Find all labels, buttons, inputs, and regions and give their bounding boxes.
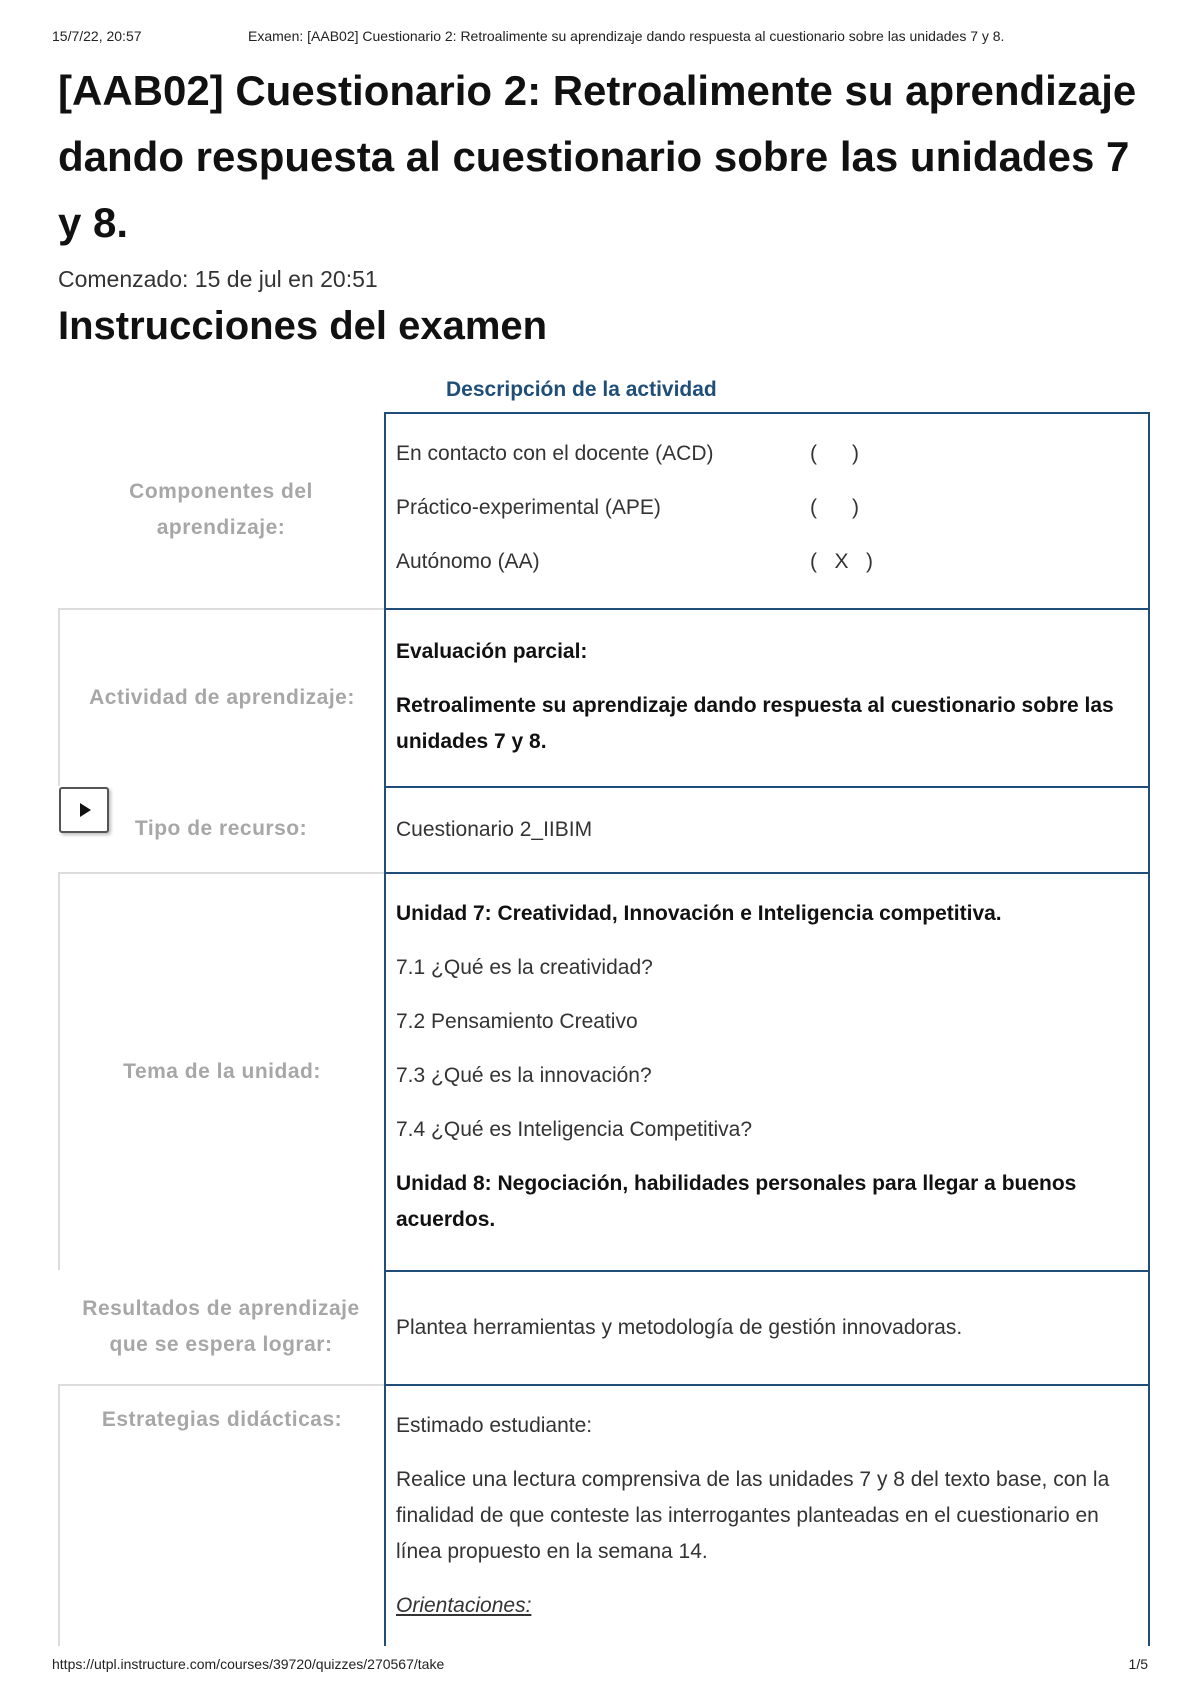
components-value: [384, 412, 1150, 608]
instructions-heading: Instrucciones del examen: [58, 304, 548, 348]
topic-value: [384, 872, 1150, 1270]
activity-value: [384, 608, 1150, 786]
print-header: [52, 28, 1140, 48]
activity-text: Retroalimente su aprendizaje dando respuesta al cuestionario sobre las unidades 7 y 8.: [396, 694, 1114, 753]
page-url: https://utpl.instructure.com/courses/39720/quizzes/270567/take: [52, 1656, 445, 1672]
print-doc-title: Examen: [AAB02] Cuestionario 2: Retroalimente su aprendizaje dando respuesta al cuestionario sobre las unidades 7 y 8.: [248, 28, 1005, 44]
row-components: [58, 412, 1150, 608]
quiz-title: [AAB02] Cuestionario 2: Retroalimente su aprendizaje dando respuesta al cuestionario sobre las unidades 7 y 8.: [58, 67, 1137, 246]
page-number: 1/5: [1128, 1656, 1148, 1672]
component-ape: [396, 490, 1138, 544]
component-label: En contacto con el docente (ACD): [396, 442, 714, 465]
components-label: Componentes del aprendizaje:: [129, 480, 313, 539]
strategies-greeting: Estimado estudiante:: [396, 1414, 593, 1437]
row-results: [58, 1270, 1150, 1384]
row-topic: [58, 872, 1150, 1270]
resource-label: Tipo de recurso:: [134, 817, 308, 840]
orientations-link: Orientaciones:: [396, 1594, 532, 1617]
resource-value: Cuestionario 2_IIBIM: [384, 786, 1150, 872]
activity-label: Actividad de aprendizaje:: [58, 608, 384, 786]
results-label: Resultados de aprendizaje que se espera lograr:: [82, 1297, 360, 1356]
print-date: 15/7/22, 20:57: [52, 28, 142, 44]
topic-item: 7.1 ¿Qué es la creatividad?: [396, 956, 653, 979]
component-label: Autónomo (AA): [396, 550, 540, 573]
component-mark: ( X ): [810, 550, 873, 573]
topic-label: Tema de la unidad:: [58, 872, 384, 1270]
topic-item: 7.2 Pensamiento Creativo: [396, 1010, 638, 1033]
activity-heading: Evaluación parcial:: [396, 640, 588, 663]
print-footer: [52, 1656, 1148, 1676]
table-caption: Descripción de la actividad: [446, 378, 717, 401]
strategies-value: [384, 1384, 1150, 1646]
component-aa: [396, 544, 1138, 598]
topic-item: 7.4 ¿Qué es Inteligencia Competitiva?: [396, 1118, 753, 1141]
quiz-started-time: Comenzado: 15 de jul en 20:51: [58, 266, 378, 292]
component-label: Práctico-experimental (APE): [396, 496, 661, 519]
play-button[interactable]: [59, 787, 109, 833]
component-acd: [396, 436, 1138, 490]
component-mark: ( ): [810, 442, 859, 465]
results-value: Plantea herramientas y metodología de gestión innovadoras.: [384, 1270, 1150, 1384]
topic-item: 7.3 ¿Qué es la innovación?: [396, 1064, 652, 1087]
strategies-text: Realice una lectura comprensiva de las unidades 7 y 8 del texto base, con la finalidad de que conteste las interrogantes planteadas en el cuestionario en línea propuesto en la semana 14.: [396, 1468, 1110, 1563]
component-mark: ( ): [810, 496, 859, 519]
unit7-heading: Unidad 7: Creatividad, Innovación e Inteligencia competitiva.: [396, 902, 1002, 925]
row-activity: [58, 608, 1150, 786]
strategies-label: Estrategias didácticas:: [58, 1384, 384, 1646]
unit8-heading: Unidad 8: Negociación, habilidades personales para llegar a buenos acuerdos.: [396, 1172, 1077, 1231]
activity-description-table: [58, 412, 1150, 1646]
play-icon: [80, 803, 91, 817]
row-strategies: [58, 1384, 1150, 1646]
row-resource: [58, 786, 1150, 872]
